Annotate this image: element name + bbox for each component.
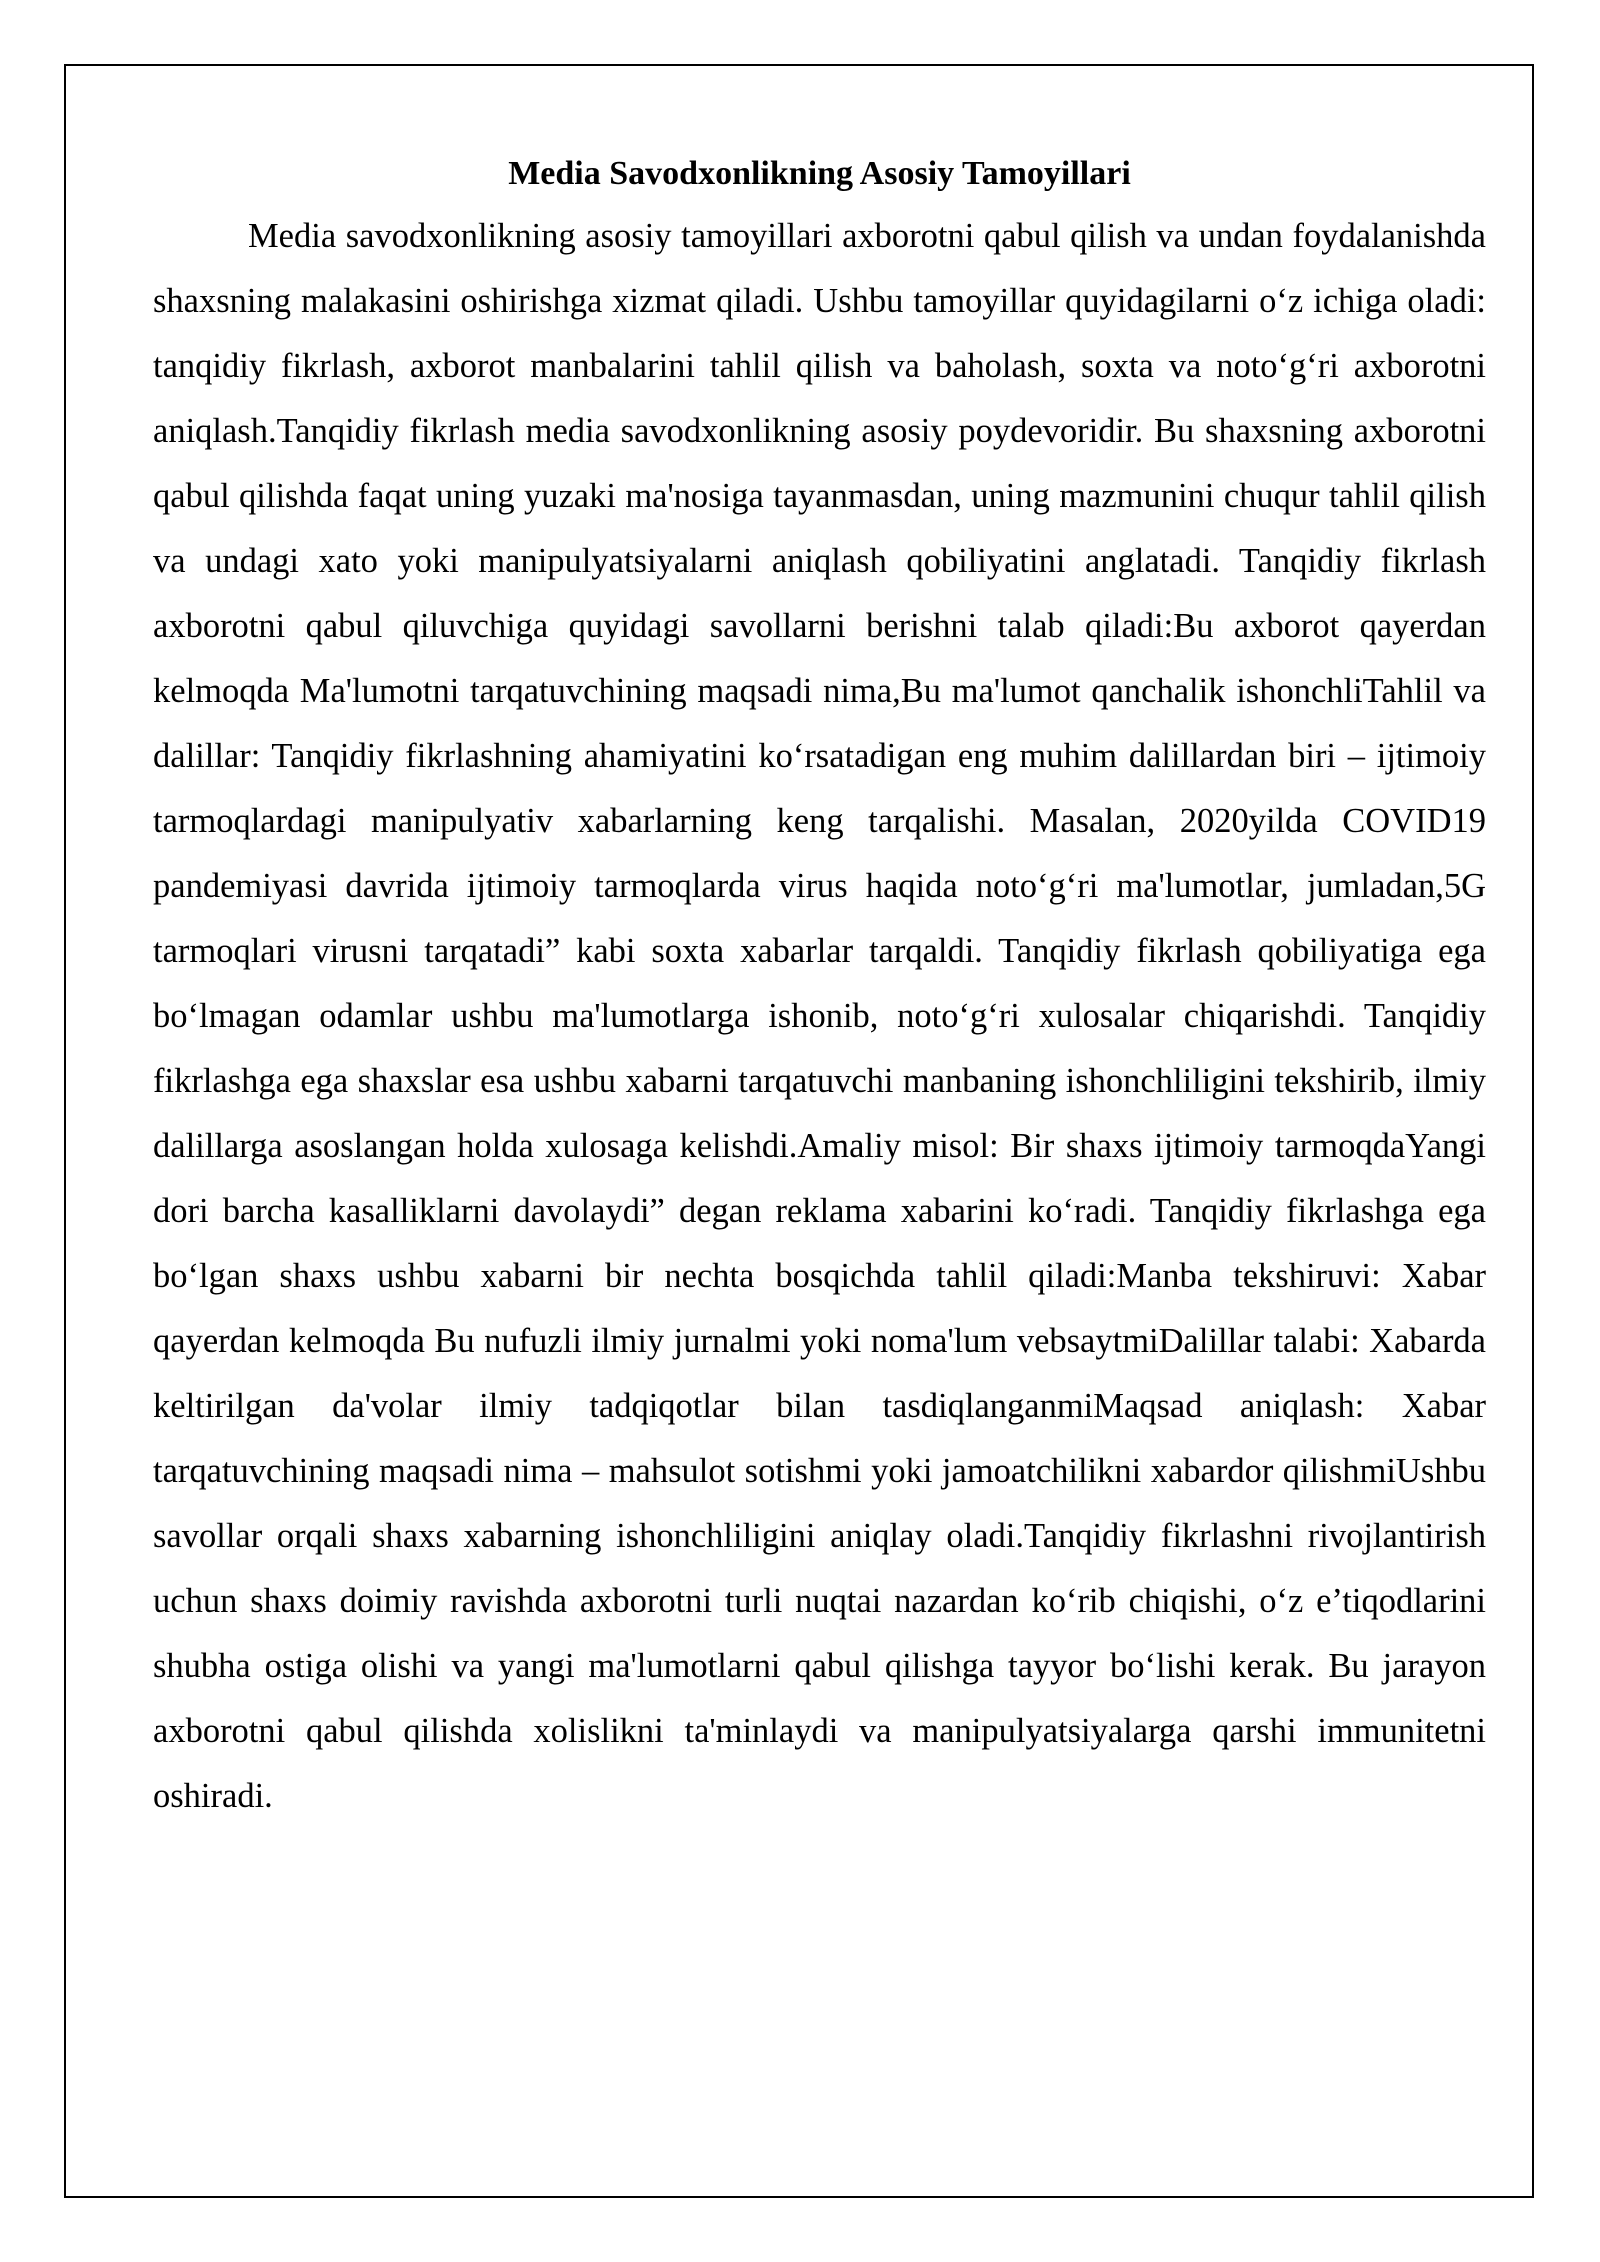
document-body-paragraph: Media savodxonlikning asosiy tamoyillari axborotni qabul qilish va undan foydalanishda shaxsning malakasini oshirishga xizmat qiladi. Ushbu tamoyillar quyidagilarni o‘z ichiga oladi: tanqidiy fikrlash, axborot manbalarini tahlil qilish va baholash, soxta va noto‘g‘ri axborotni aniqlash.Tanqidiy fikrlash media savodxonlikning asosiy poydevoridir. Bu shaxsning axborotni qabul qilishda faqat uning yuzaki ma'nosiga tayanmasdan, uning mazmunini chuqur tahlil qilish va undagi xato yoki manipulyatsiyalarni aniqlash qobiliyatini anglatadi. Tanqidiy fikrlash axborotni qabul qiluvchiga quyidagi savollarni berishni talab qiladi:Bu axborot qayerdan kelmoqda Ma'lumotni tarqatuvchining maqsadi nima,Bu ma'lumot qanchalik ishonchliTahlil va dalillar: Tanqidiy fikrlashning ahamiyatini ko‘rsatadigan eng muhim dalillardan biri – ijtimoiy tarmoqlardagi manipulyativ xabarlarning keng tarqalishi. Masalan, 2020yilda COVID19 pandemiyasi davrida ijtimoiy tarmoqlarda virus haqida noto‘g‘ri ma'lumotlar, jumladan,5G tarmoqlari virusni tarqatadi” kabi soxta xabarlar tarqaldi. Tanqidiy fikrlash qobiliyatiga ega bo‘lmagan odamlar ushbu ma'lumotlarga ishonib, noto‘g‘ri xulosalar chiqarishdi. Tanqidiy fikrlashga ega shaxslar esa ushbu xabarni tarqatuvchi manbaning ishonchliligini tekshirib, ilmiy dalillarga asoslangan holda xulosaga kelishdi.Amaliy misol: Bir shaxs ijtimoiy tarmoqdaYangi dori barcha kasalliklarni davolaydi” degan reklama xabarini ko‘radi. Tanqidiy fikrlashga ega bo‘lgan shaxs ushbu xabarni bir nechta bosqichda tahlil qiladi:Manba tekshiruvi: Xabar qayerdan kelmoqda Bu nufuzli ilmiy jurnalmi yoki noma'lum vebsaytmiDalillar talabi: Xabarda keltirilgan da'volar ilmiy tadqiqotlar bilan tasdiqlanganmiMaqsad aniqlash: Xabar tarqatuvchining maqsadi nima – mahsulot sotishmi yoki jamoatchilikni xabardor qilishmiUshbu savollar orqali shaxs xabarning ishonchliligini aniqlay oladi.Tanqidiy fikrlashni rivojlantirish uchun shaxs doimiy ravishda axborotni turli nuqtai nazardan ko‘rib chiqishi, o‘z e’tiqodlarini shubha ostiga olishi va yangi ma'lumotlarni qabul qilishga tayyor bo‘lishi kerak. Bu jarayon axborotni qabul qilishda xolislikni ta'minlaydi va manipulyatsiyalarga qarshi immunitetni oshiradi. (153, 217, 1486, 1815)
document-title: Media Savodxonlikning Asosiy Tamoyillari (508, 155, 1131, 192)
document-content (153, 148, 1486, 1829)
